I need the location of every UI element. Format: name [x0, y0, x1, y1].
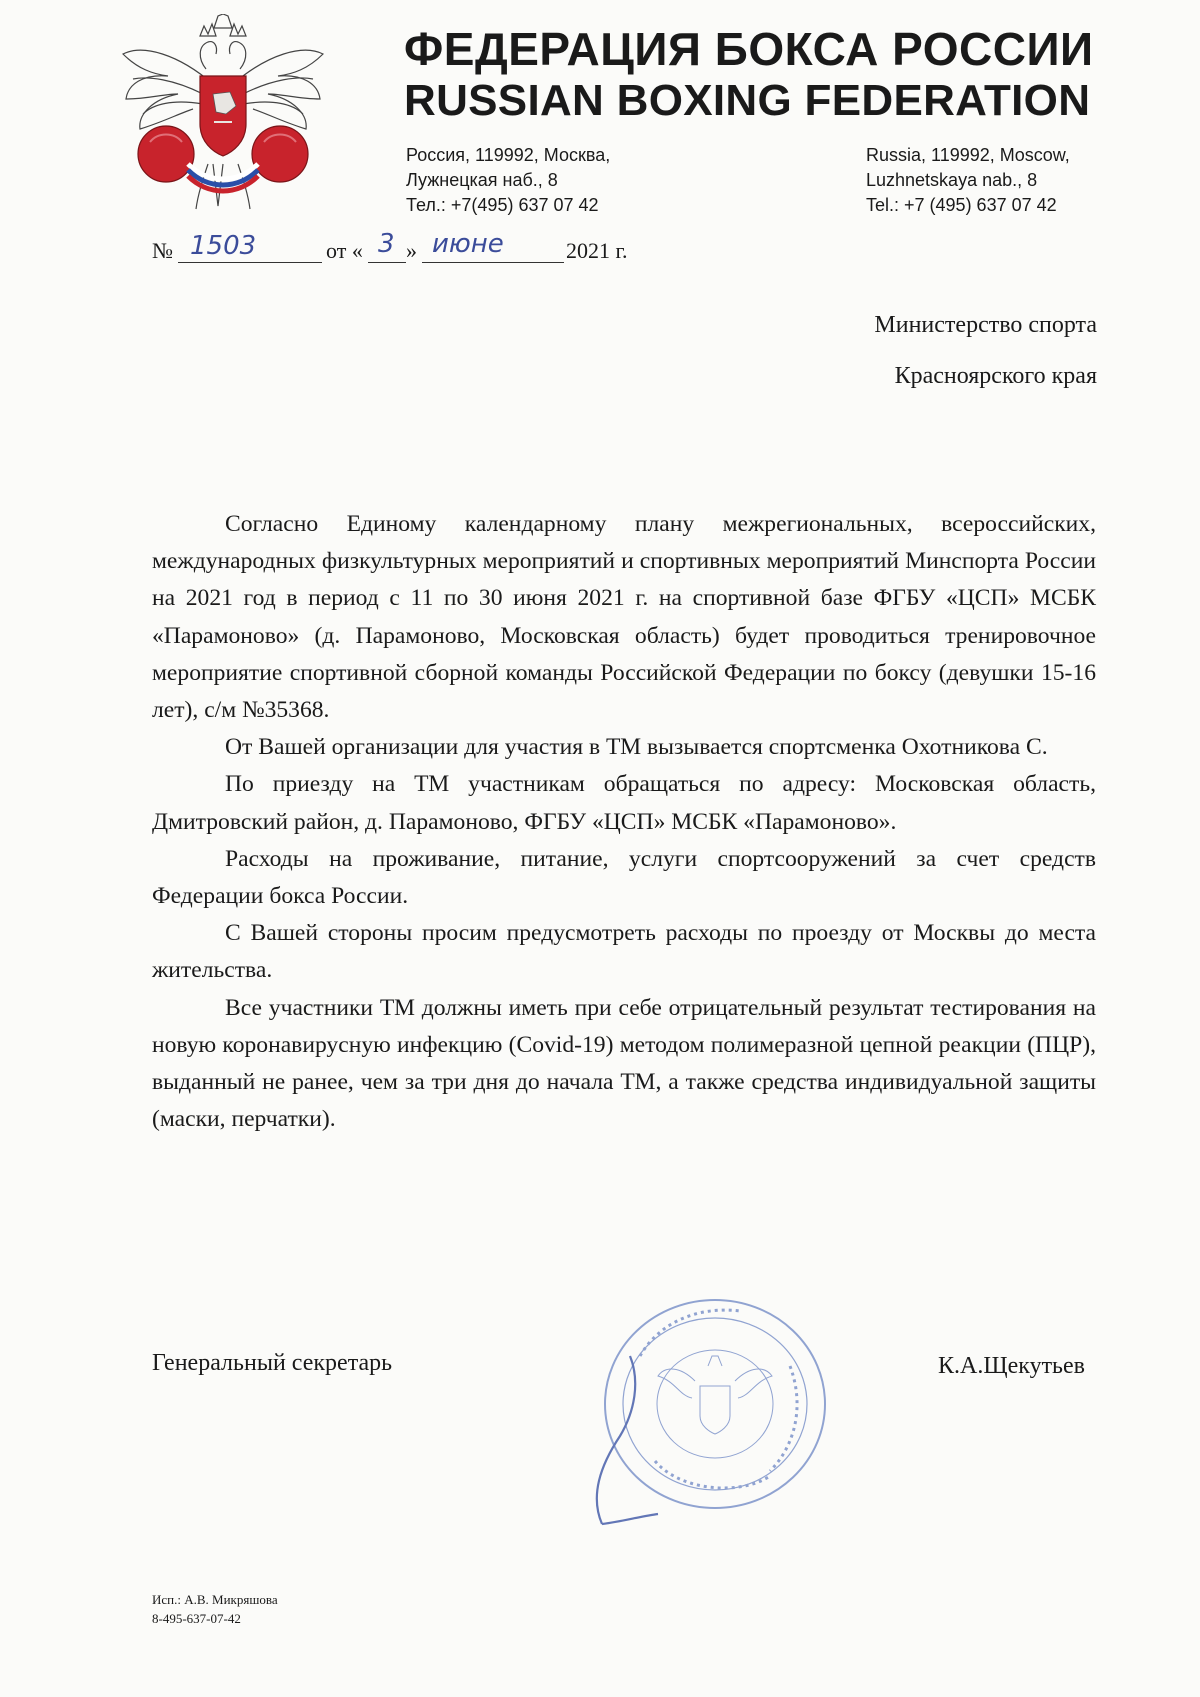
reg-month-line	[422, 262, 564, 263]
body-paragraph: Расходы на проживание, питание, услуги спортсооружений за счет средств Федерации бокса России.	[152, 845, 1096, 910]
org-name-en: RUSSIAN BOXING FEDERATION	[404, 76, 1091, 125]
reg-year: 2021 г.	[566, 238, 628, 263]
signatory-name: К.А.Щекутьев	[938, 1353, 1085, 1379]
letter-body	[152, 506, 1096, 1138]
executor-contact	[152, 1590, 278, 1628]
round-seal-stamp-icon	[580, 1286, 840, 1526]
address-en: Russia, 119992, Moscow, Luzhnetskaya nab., 8 Tel.: +7 (495) 637 07 42	[866, 145, 1070, 215]
reg-month-value: июне	[432, 229, 504, 259]
reg-number-value: 1503	[190, 231, 257, 261]
reg-day-line	[368, 262, 406, 263]
executor-name: Исп.: А.В. Микряшова	[152, 1592, 278, 1607]
reg-day-value: 3	[378, 229, 395, 259]
reg-quote-close: »	[406, 238, 417, 263]
body-paragraph: От Вашей организации для участия в ТМ вызывается спортсменка Охотникова С.	[225, 734, 1048, 761]
reg-number-label: №	[152, 238, 173, 263]
body-paragraph: Согласно Единому календарному плану межрегиональных, всероссийских, международных физкультурных мероприятий и спортивных мероприятий Минспорта России на 2021 год в период с 11 по 30 июня 2021 г. на спортивной базе ФГБУ «ЦСП» МСБК «Парамоново» (д. Парамоново, Московская область) будет проводиться тренировочное мероприятие спортивной сборной команды Российской Федерации по боксу (девушки 15-16 лет), с/м №35368.	[152, 511, 1096, 724]
body-paragraph: С Вашей стороны просим предусмотреть расходы по проезду от Москвы до места жительства.	[152, 920, 1096, 984]
body-paragraph: По приезду на ТМ участникам обращаться по адресу: Московская область, Дмитровский район, д. Парамоново, ФГБУ «ЦСП» МСБК «Парамоново».	[152, 771, 1096, 835]
org-name-ru: ФЕДЕРАЦИЯ БОКСА РОССИИ	[404, 23, 1094, 75]
signatory-title: Генеральный секретарь	[152, 1350, 393, 1376]
reg-from-label: от «	[326, 238, 363, 263]
body-paragraph: Все участники ТМ должны иметь при себе отрицательный результат тестирования на новую коронавирусную инфекцию (Covid-19) методом полимеразной цепной реакции (ПЦР), выданный не ранее, чем за три дня до начала ТМ, а также средства индивидуальной защиты (маски, перчатки).	[152, 994, 1096, 1133]
executor-phone: 8-495-637-07-42	[152, 1611, 241, 1626]
double-headed-eagle-emblem-icon	[118, 14, 328, 212]
reg-number-line	[178, 262, 322, 263]
recipient-line-2: Красноярского края	[894, 363, 1097, 389]
address-ru: Россия, 119992, Москва, Лужнецкая наб., 8 Тел.: +7(495) 637 07 42	[406, 145, 611, 215]
recipient-line-1: Министерство спорта	[874, 312, 1097, 338]
